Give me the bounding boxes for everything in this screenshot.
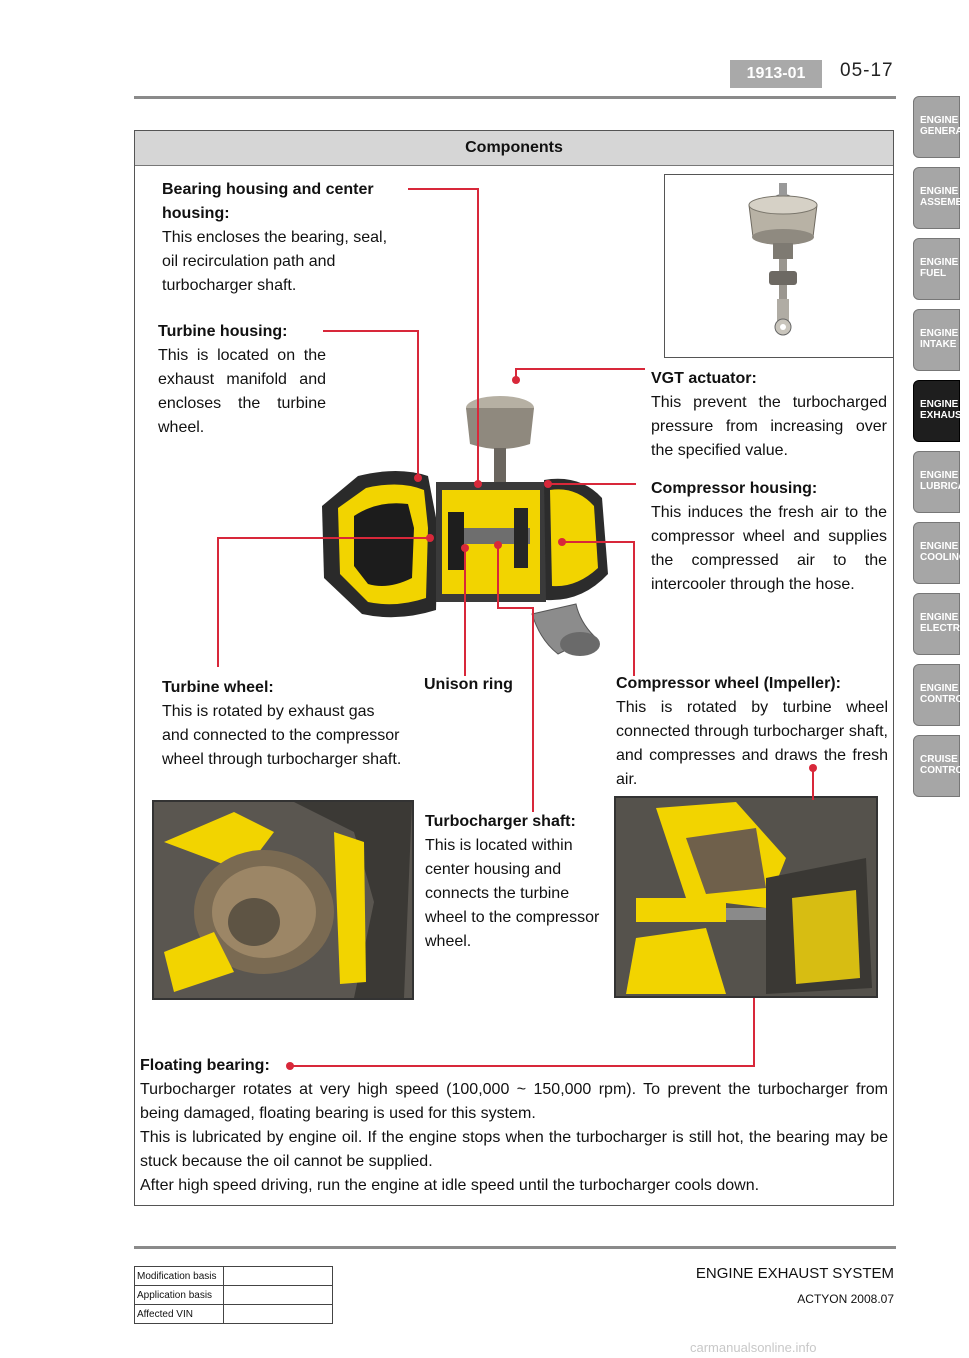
callout-body: This induces the fresh air to the compressor wheel and supplies the compressed air to the intercooler through the hose. [651, 504, 887, 593]
leader-turbine-housing [323, 331, 418, 478]
callout-title: Turbocharger shaft: [425, 813, 576, 830]
side-tab-line: ENGINE [920, 612, 959, 623]
leader-dot [461, 544, 469, 552]
leader-turbine-wheel [218, 538, 430, 667]
footer-section-title: ENGINE EXHAUST SYSTEM [695, 1265, 894, 1282]
callout-body: This is rotated by exhaust gas and connected to the compressor wheel through turbocharger shaft. [162, 703, 402, 768]
callout-vgt-actuator [651, 367, 887, 463]
leader-compressor-wheel [562, 542, 634, 676]
callout-title: Unison ring [424, 676, 513, 693]
callout-body: This prevent the turbocharged pressure from increasing over the specified value. [651, 394, 887, 459]
callout-title: Bearing housing and center housing: [162, 181, 374, 222]
modification-table [134, 1266, 333, 1324]
callout-bearing-housing [162, 178, 402, 298]
side-tab-line: GENERA [920, 126, 963, 137]
callout-compressor-wheel [616, 672, 888, 792]
leader-vgt-actuator [516, 369, 645, 380]
footer-model: ACTYON 2008.07 [797, 1292, 894, 1306]
side-tab-line: ELECTRI [920, 623, 963, 634]
leader-dot [558, 538, 566, 546]
side-tab-line: ENGINE [920, 115, 959, 126]
side-tab-line: CRUISE [920, 754, 958, 765]
side-tab-line: CONTRO [920, 765, 964, 776]
row-label: Application basis [135, 1286, 224, 1305]
leader-dot [426, 534, 434, 542]
callout-body: This is rotated by turbine wheel connected through turbocharger shaft, and compresses and draws the fresh air. [616, 699, 888, 788]
side-tab-line: ENGINE [920, 683, 959, 694]
callout-body: This encloses the bearing, seal, oil recirculation path and turbocharger shaft. [162, 229, 388, 294]
side-tab-line: CONTRO [920, 694, 964, 705]
leader-dot [512, 376, 520, 384]
callout-compressor-housing [651, 477, 887, 597]
table-row [135, 1286, 333, 1305]
row-value [224, 1267, 333, 1286]
watermark: carmanualsonline.info [690, 1340, 817, 1355]
callout-turbine-wheel [162, 676, 402, 772]
section-title: Components [135, 131, 893, 166]
callout-title: Compressor wheel (Impeller): [616, 675, 841, 692]
leader-dot [544, 480, 552, 488]
callout-title: VGT actuator: [651, 370, 757, 387]
callout-unison-ring [424, 673, 554, 697]
row-value [224, 1286, 333, 1305]
callout-floating-bearing [140, 1054, 888, 1198]
paragraph: Turbocharger rotates at very high speed (100,000 ~ 150,000 rpm). To prevent the turbocharger from being damaged, floating bearing is used for this system. [140, 1081, 888, 1122]
section-code-badge: 1913-01 [730, 60, 822, 88]
footer-rule [134, 1246, 896, 1249]
side-tab-line: ENGINE [920, 399, 959, 410]
row-label: Affected VIN [135, 1305, 224, 1324]
side-tab-line: EXHAUST [920, 410, 968, 421]
callout-title: Compressor housing: [651, 480, 818, 497]
table-row [135, 1267, 333, 1286]
side-tab-line: INTAKE [920, 339, 957, 350]
callout-body: This is located on the exhaust manifold and encloses the turbine wheel. [158, 347, 326, 436]
side-tab-line: ENGINE [920, 186, 959, 197]
callout-title: Turbine wheel: [162, 679, 274, 696]
callout-title: Floating bearing: [140, 1057, 270, 1074]
paragraph: This is lubricated by engine oil. If the engine stops when the turbocharger is still hot, the bearing may be stuck because the oil cannot be supplied. [140, 1129, 888, 1170]
callout-turbine-housing [158, 320, 326, 440]
page-number: 05-17 [840, 60, 894, 81]
paragraph: After high speed driving, run the engine at idle speed until the turbocharger cools down. [140, 1177, 760, 1194]
leader-dot [474, 480, 482, 488]
callout-turbocharger-shaft [425, 810, 601, 954]
callout-body: This is located within center housing and connects the turbine wheel to the compressor wheel. [425, 837, 600, 950]
side-tab-line: LUBRICA [920, 481, 965, 492]
table-row [135, 1305, 333, 1324]
side-tab-line: ENGINE [920, 470, 959, 481]
row-value [224, 1305, 333, 1324]
callout-title: Turbine housing: [158, 323, 288, 340]
side-tab-line: ENGINE [920, 328, 959, 339]
side-tab-line: COOLING [920, 552, 967, 563]
leader-dot [494, 541, 502, 549]
side-tab-line: ENGINE [920, 541, 959, 552]
side-tab-line: ASSEMBL [920, 197, 969, 208]
row-label: Modification basis [135, 1267, 224, 1286]
side-tab-line: FUEL [920, 268, 947, 279]
side-tab-line: ENGINE [920, 257, 959, 268]
leader-dot [414, 474, 422, 482]
